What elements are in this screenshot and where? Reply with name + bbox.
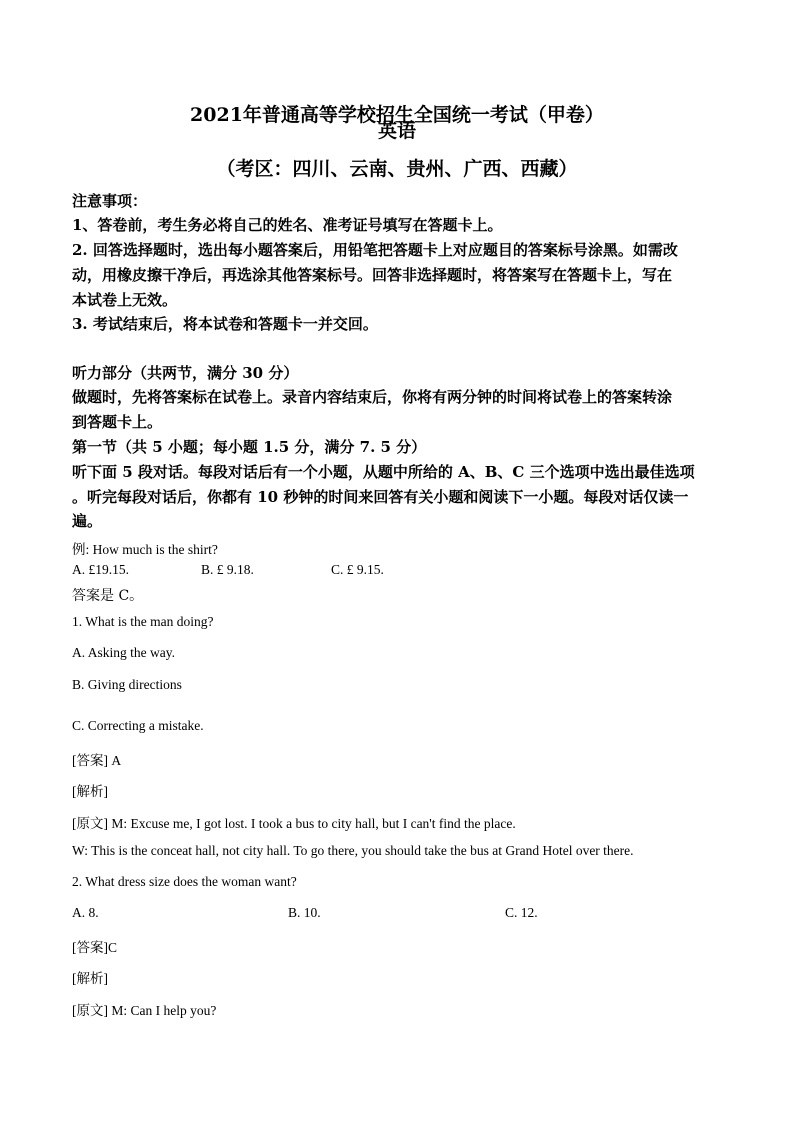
example-answer: 答案是 C。 — [72, 588, 144, 604]
region-subtitle: （考区：四川、云南、贵州、广西、西藏） — [216, 158, 578, 180]
notice-item-2-line-3: 本试卷上无效。 — [72, 291, 178, 309]
notice-heading: 注意事项： — [72, 192, 148, 210]
subject-title: 英语 — [377, 120, 416, 142]
question-1: 1. What is the man doing? — [72, 614, 214, 629]
question-2-analysis: [解析] — [72, 971, 108, 986]
question-1-option-a: A. Asking the way. — [72, 645, 175, 660]
question-2-option-a: A. 8. — [72, 905, 99, 920]
example-option-c: C. £ 9.15. — [331, 562, 384, 577]
question-2-transcript-man: [原文] M: Can I help you? — [72, 1003, 217, 1018]
question-2-answer: [答案]C — [72, 940, 117, 955]
question-1-answer: [答案] A — [72, 753, 122, 768]
notice-item-2-line-2: 动，用橡皮擦干净后，再选涂其他答案标号。回答非选择题时，将答案写在答题卡上，写在 — [72, 266, 673, 284]
question-2: 2. What dress size does the woman want? — [72, 874, 297, 889]
example-question: 例: How much is the shirt? — [72, 542, 218, 557]
exam-title: 2021年普通高等学校招生全国统一考试（甲卷） — [190, 104, 604, 126]
question-2-option-c: C. 12. — [505, 905, 538, 920]
example-option-a: A. £19.15. — [72, 562, 129, 577]
listening-intro-line-1: 做题时，先将答案标在试卷上。录音内容结束后，你将有两分钟的时间将试卷上的答案转涂 — [72, 388, 673, 406]
section-1-instructions-line-2: 。听完每段对话后，你都有 10 秒钟的时间来回答有关小题和阅读下一小题。每段对话仅读一 — [72, 488, 689, 506]
notice-item-2-line-1: 2. 回答选择题时，选出每小题答案后，用铅笔把答题卡上对应题目的答案标号涂黑。如需改 — [72, 241, 678, 259]
section-1-heading: 第一节（共 5 小题；每小题 1.5 分，满分 7. 5 分） — [72, 438, 427, 456]
listening-heading: 听力部分（共两节，满分 30 分） — [72, 364, 299, 382]
question-1-analysis: [解析] — [72, 784, 108, 799]
listening-intro-line-2: 到答题卡上。 — [72, 413, 163, 431]
question-1-transcript-woman: W: This is the conceat hall, not city hall. To go there, you should take the bus at Grand Hotel over there. — [72, 843, 634, 858]
notice-item-1: 1、答卷前，考生务必将自己的姓名、准考证号填写在答题卡上。 — [72, 216, 503, 234]
notice-item-3: 3. 考试结束后，将本试卷和答题卡一并交回。 — [72, 315, 378, 333]
section-1-instructions-line-1: 听下面 5 段对话。每段对话后有一个小题，从题中所给的 A、B、C 三个选项中选出最佳选项 — [72, 463, 695, 481]
question-2-option-b: B. 10. — [288, 905, 321, 920]
question-1-option-c: C. Correcting a mistake. — [72, 718, 204, 733]
question-1-transcript-man: [原文] M: Excuse me, I got lost. I took a bus to city hall, but I can't find the place. — [72, 816, 516, 831]
example-option-b: B. £ 9.18. — [201, 562, 254, 577]
section-1-instructions-line-3: 遍。 — [72, 512, 103, 530]
question-1-option-b: B. Giving directions — [72, 677, 182, 692]
